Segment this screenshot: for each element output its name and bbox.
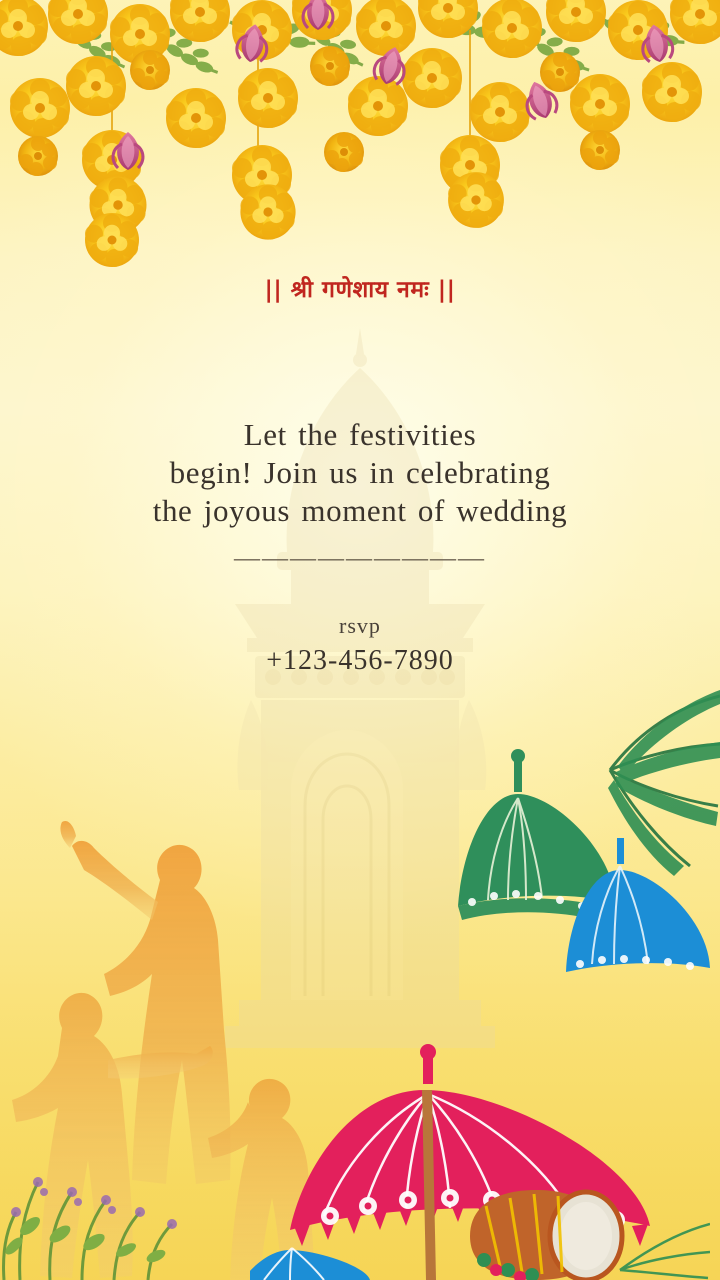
message-line-1: Let the festivities	[243, 417, 477, 452]
flower-bush	[0, 1130, 220, 1280]
rsvp-phone-number: +123-456-7890	[266, 645, 454, 677]
invitation-message	[0, 416, 720, 529]
dhol-drum	[410, 1120, 710, 1280]
message-line-2: begin! Join us in celebrating	[169, 454, 551, 490]
message-line-3: the joyous moment of wedding	[152, 492, 568, 528]
invocation-text: || श्री गणेशाय नमः ||	[264, 277, 456, 303]
text-divider: —————————	[234, 543, 486, 573]
rsvp-label: rsvp	[339, 613, 381, 639]
